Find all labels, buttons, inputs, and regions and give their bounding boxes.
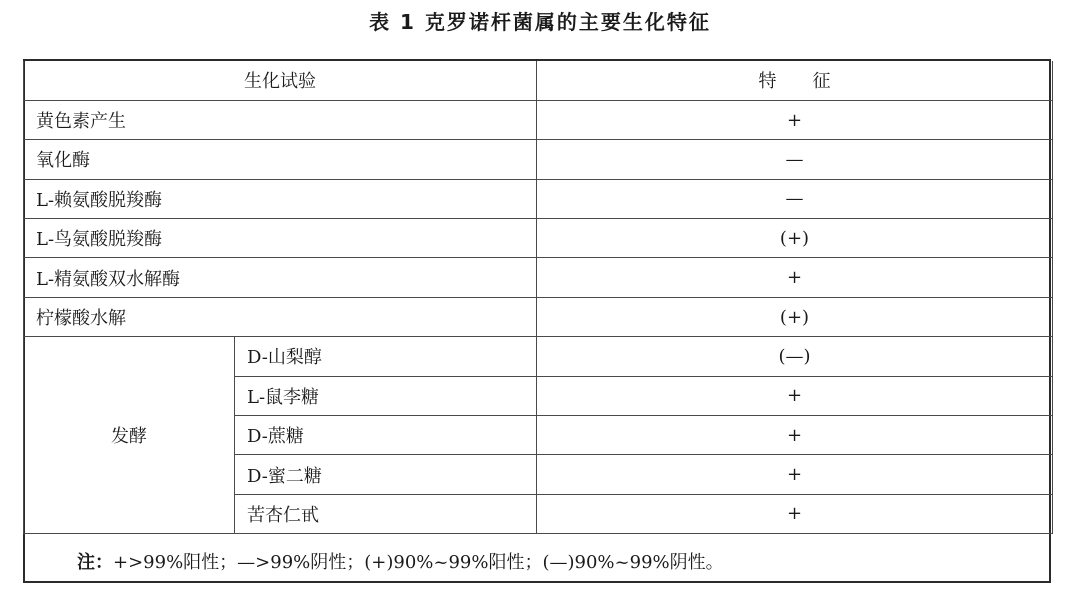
test-name: L-鸟氨酸脱羧酶 [24, 219, 537, 258]
header-test: 生化试验 [24, 61, 537, 100]
note-text: +>99%阳性；—>99%阴性；(+)90%~99%阳性；(—)90%~99%阴性。 [113, 552, 724, 573]
table-row [24, 258, 1053, 297]
test-value: (+) [537, 219, 1053, 258]
test-value: + [537, 258, 1053, 297]
test-name: L-赖氨酸脱羧酶 [24, 179, 537, 218]
substrate-name: D-蔗糖 [235, 416, 537, 455]
table-header-row [24, 61, 1053, 100]
fermentation-label: 发酵 [24, 337, 235, 534]
biochemical-table [23, 61, 1053, 534]
table-row [24, 100, 1053, 139]
header-feature: 特 征 [537, 61, 1053, 100]
substrate-name: L-鼠李糖 [235, 376, 537, 415]
test-value: — [537, 140, 1053, 179]
fermentation-row [24, 337, 1053, 376]
substrate-name: D-蜜二糖 [235, 455, 537, 494]
test-value: — [537, 179, 1053, 218]
test-name: 柠檬酸水解 [24, 297, 537, 336]
table-row [24, 179, 1053, 218]
test-value: + [537, 100, 1053, 139]
test-name: 黄色素产生 [24, 100, 537, 139]
substrate-value: (—) [537, 337, 1053, 376]
test-value: (+) [537, 297, 1053, 336]
substrate-value: + [537, 416, 1053, 455]
table-title: 表 1 克罗诺杆菌属的主要生化特征 [369, 10, 711, 34]
table-row [24, 219, 1053, 258]
table-row [24, 140, 1053, 179]
substrate-name: D-山梨醇 [235, 337, 537, 376]
test-name: L-精氨酸双水解酶 [24, 258, 537, 297]
substrate-value: + [537, 494, 1053, 533]
substrate-value: + [537, 376, 1053, 415]
table-row [24, 297, 1053, 336]
table-note [23, 544, 1052, 582]
note-label: 注： [77, 552, 113, 573]
substrate-value: + [537, 455, 1053, 494]
substrate-name: 苦杏仁甙 [235, 494, 537, 533]
test-name: 氧化酶 [24, 140, 537, 179]
